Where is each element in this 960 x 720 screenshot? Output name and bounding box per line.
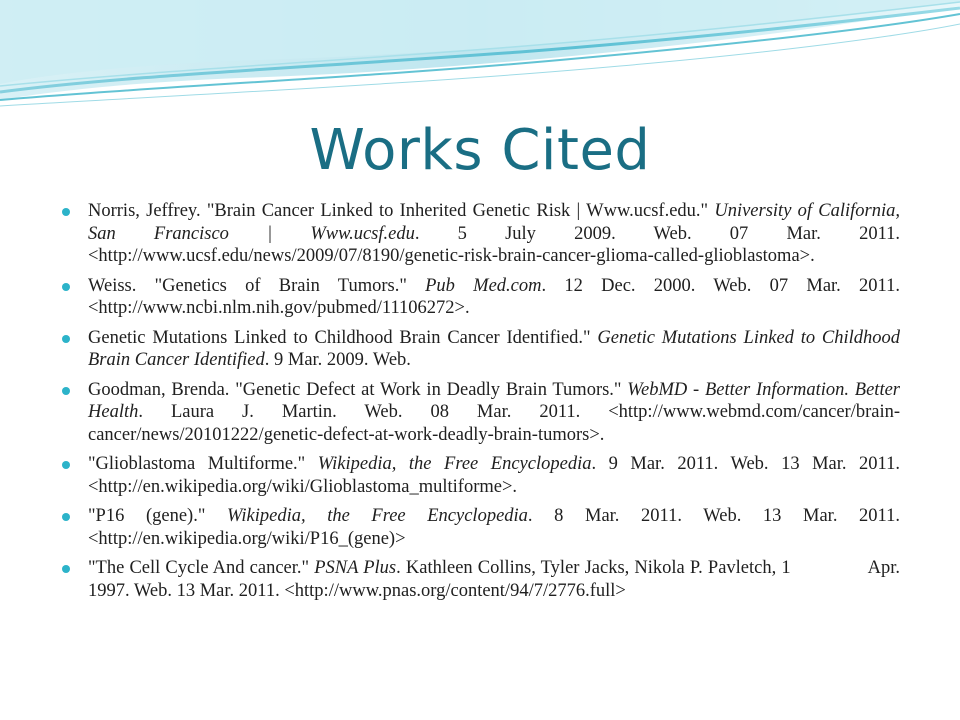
- slide-title: Works Cited: [309, 118, 651, 183]
- reference-item: [62, 453, 900, 498]
- bullet-icon: [62, 461, 70, 469]
- reference-source-title: University of California, San Francisco | Www.ucsf.edu: [88, 201, 900, 244]
- reference-text: Goodman, Brenda. "Genetic Defect at Work in Deadly Brain Tumors.": [88, 379, 628, 400]
- reference-item: [62, 200, 900, 268]
- bullet-icon: [62, 283, 70, 291]
- bullet-icon: [62, 208, 70, 216]
- reference-item: [62, 327, 900, 372]
- reference-text: "P16 (gene).": [88, 506, 227, 526]
- reference-source-title: Genetic Mutations Linked to Childhood Brain Cancer Identified: [88, 327, 900, 370]
- reference-details: . Kathleen Collins, Tyler Jacks, Nikola P. Pavletch, 1 Apr. 1997. Web. 13 Mar. 2011. <http://www.pnas.org/content/94/7/2776.full>: [88, 558, 901, 601]
- reference-source-title: Wikipedia, the Free Encyclopedia: [226, 506, 528, 526]
- reference-details: . 9 Mar. 2009. Web.: [264, 350, 411, 370]
- decorative-wave-header: [0, 0, 960, 120]
- reference-details: . 12 Dec. 2000. Web. 07 Mar. 2011. <http://www.ncbi.nlm.nih.gov/pubmed/11106272>.: [88, 275, 900, 318]
- reference-item: [62, 505, 900, 550]
- bullet-icon: [62, 335, 70, 343]
- reference-text: Weiss. "Genetics of Brain Tumors.": [88, 275, 426, 296]
- reference-item: [62, 557, 900, 602]
- bullet-icon: [62, 513, 70, 521]
- bullet-icon: [62, 565, 70, 573]
- reference-source-title: PSNA Plus: [314, 558, 397, 578]
- reference-text: Norris, Jeffrey. "Brain Cancer Linked to Inherited Genetic Risk | Www.ucsf.edu.": [88, 201, 715, 221]
- references-list: [62, 200, 900, 609]
- reference-item: [62, 275, 900, 320]
- reference-text: "The Cell Cycle And cancer.": [88, 558, 315, 578]
- bullet-icon: [62, 387, 70, 395]
- reference-details: . 5 July 2009. Web. 07 Mar. 2011. <http://www.ucsf.edu/news/2009/07/8190/genetic-risk-brain-cancer-glioma-called-glioblastoma>.: [88, 223, 901, 266]
- reference-source-title: Pub Med.com: [425, 275, 542, 296]
- reference-text: Genetic Mutations Linked to Childhood Brain Cancer Identified.": [88, 327, 598, 348]
- reference-details: . 9 Mar. 2011. Web. 13 Mar. 2011. <http://en.wikipedia.org/wiki/Glioblastoma_multiforme>.: [88, 454, 900, 497]
- reference-source-title: Wikipedia, the Free Encyclopedia: [317, 454, 592, 474]
- reference-details: . 8 Mar. 2011. Web. 13 Mar. 2011. <http://en.wikipedia.org/wiki/P16_(gene)>: [88, 506, 900, 549]
- reference-text: "Glioblastoma Multiforme.": [88, 454, 318, 474]
- reference-details: . Laura J. Martin. Web. 08 Mar. 2011. <http://www.webmd.com/cancer/brain-cancer/news/20101222/genetic-defect-at-work-deadly-brain-tumors>.: [88, 402, 900, 445]
- reference-source-title: WebMD - Better Information. Better Health: [88, 379, 900, 422]
- reference-item: [62, 379, 900, 447]
